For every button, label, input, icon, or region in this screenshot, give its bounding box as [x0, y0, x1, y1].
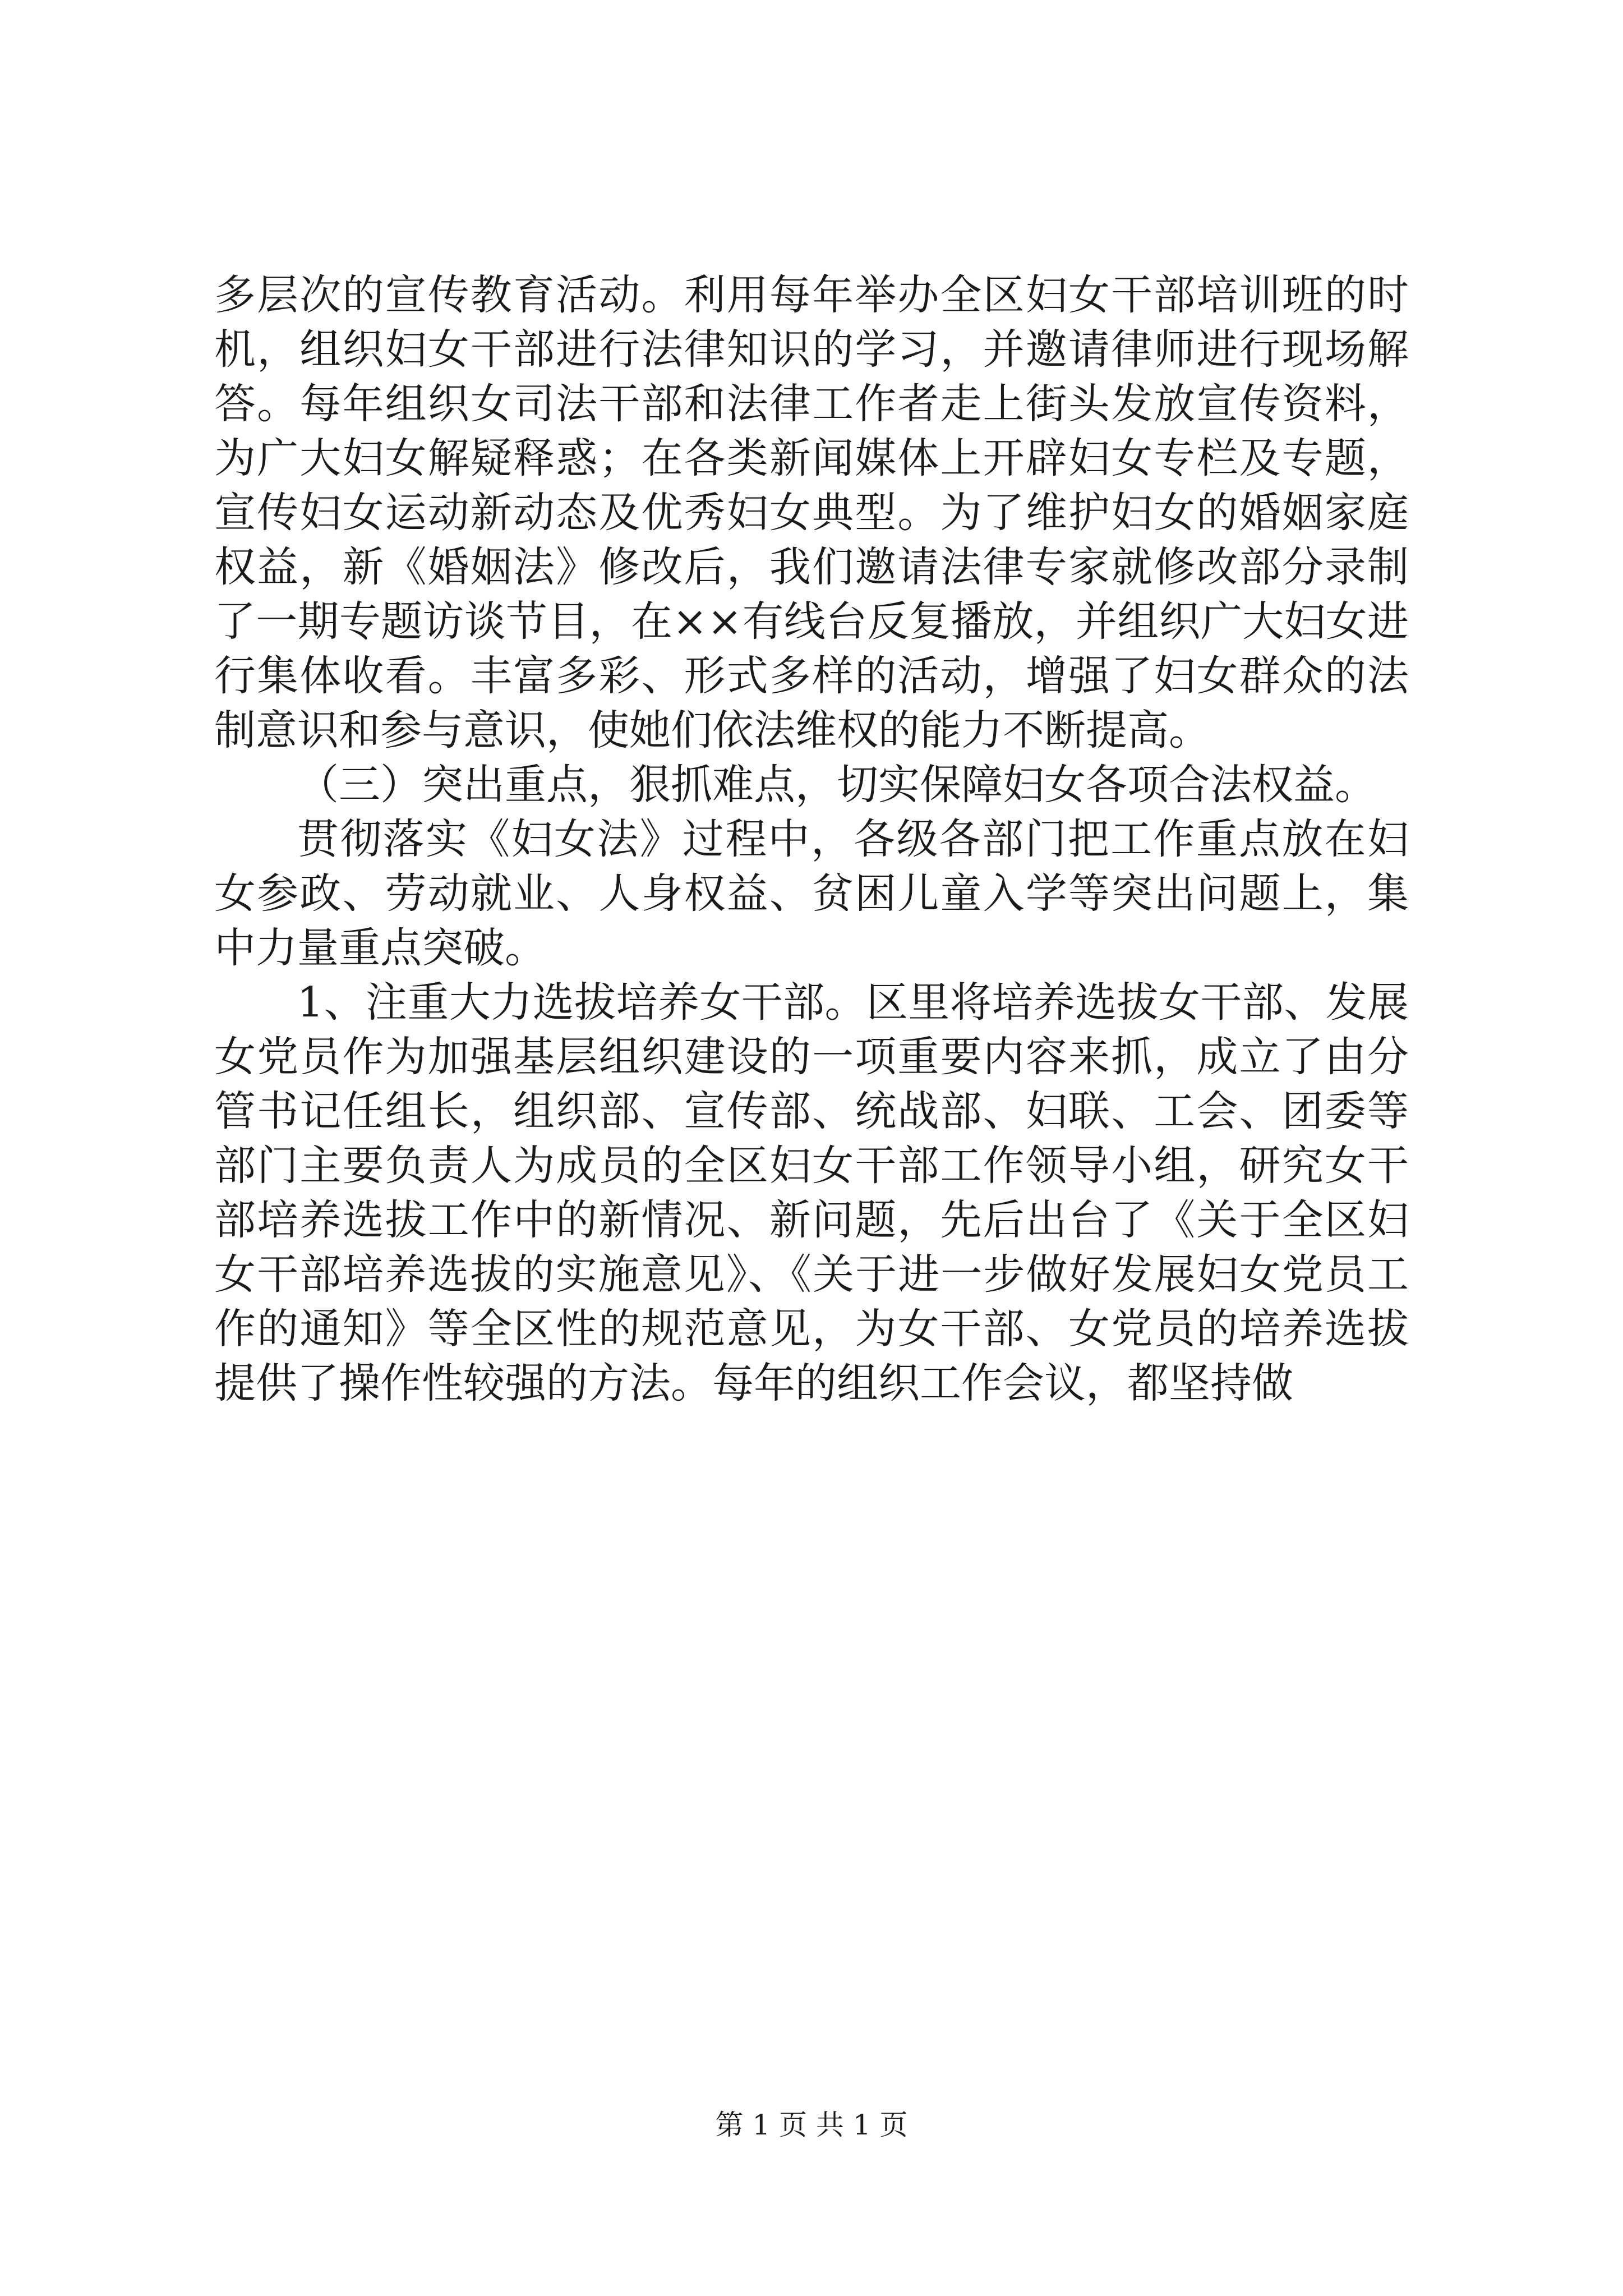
paragraph-continuation: 多层次的宣传教育活动。利用每年举办全区妇女干部培训班的时机，组织妇女干部进行法律知识的学习，并邀请律师进行现场解答。每年组织女司法干部和法律工作者走上街头发放宣传资料，为广大妇女解疑释惑；在各类新闻媒体上开辟妇女专栏及专题，宣传妇女运动新动态及优秀妇女典型。为了维护妇女的婚姻家庭权益，新《婚姻法》修改后，我们邀请法律专家就修改部分录制了一期专题访谈节目，在××有线台反复播放，并组织广大妇女进行集体收看。丰富多彩、形式多样的活动，增强了妇女群众的法制意识和参与意识，使她们依法维权的能力不断提高。: [214, 271, 1409, 754]
paragraph: 贯彻落实《妇女法》过程中，各级各部门把工作重点放在妇女参政、劳动就业、人身权益、贫困儿童入学等突出问题上，集中力量重点突破。: [214, 815, 1409, 972]
paragraph: 1、注重大力选拔培养女干部。区里将培养选拔女干部、发展女党员作为加强基层组织建设的一项重要内容来抓，成立了由分管书记任组长，组织部、宣传部、统战部、妇联、工会、团委等部门主要负责人为成员的全区妇女干部工作领导小组，研究女干部培养选拔工作中的新情况、新问题，先后出台了《关于全区妇女干部培养选拔的实施意见》、《关于进一步做好发展妇女党员工作的通知》等全区性的规范意见，为女干部、女党员的培养选拔提供了操作性较强的方法。每年的组织工作会议，都坚持做: [214, 978, 1409, 1407]
section-heading: （三）突出重点，狠抓难点，切实保障妇女各项合法权益。: [297, 761, 1376, 809]
page-number-footer: 第 1 页 共 1 页: [715, 2109, 908, 2141]
document-body: [214, 268, 1409, 1411]
